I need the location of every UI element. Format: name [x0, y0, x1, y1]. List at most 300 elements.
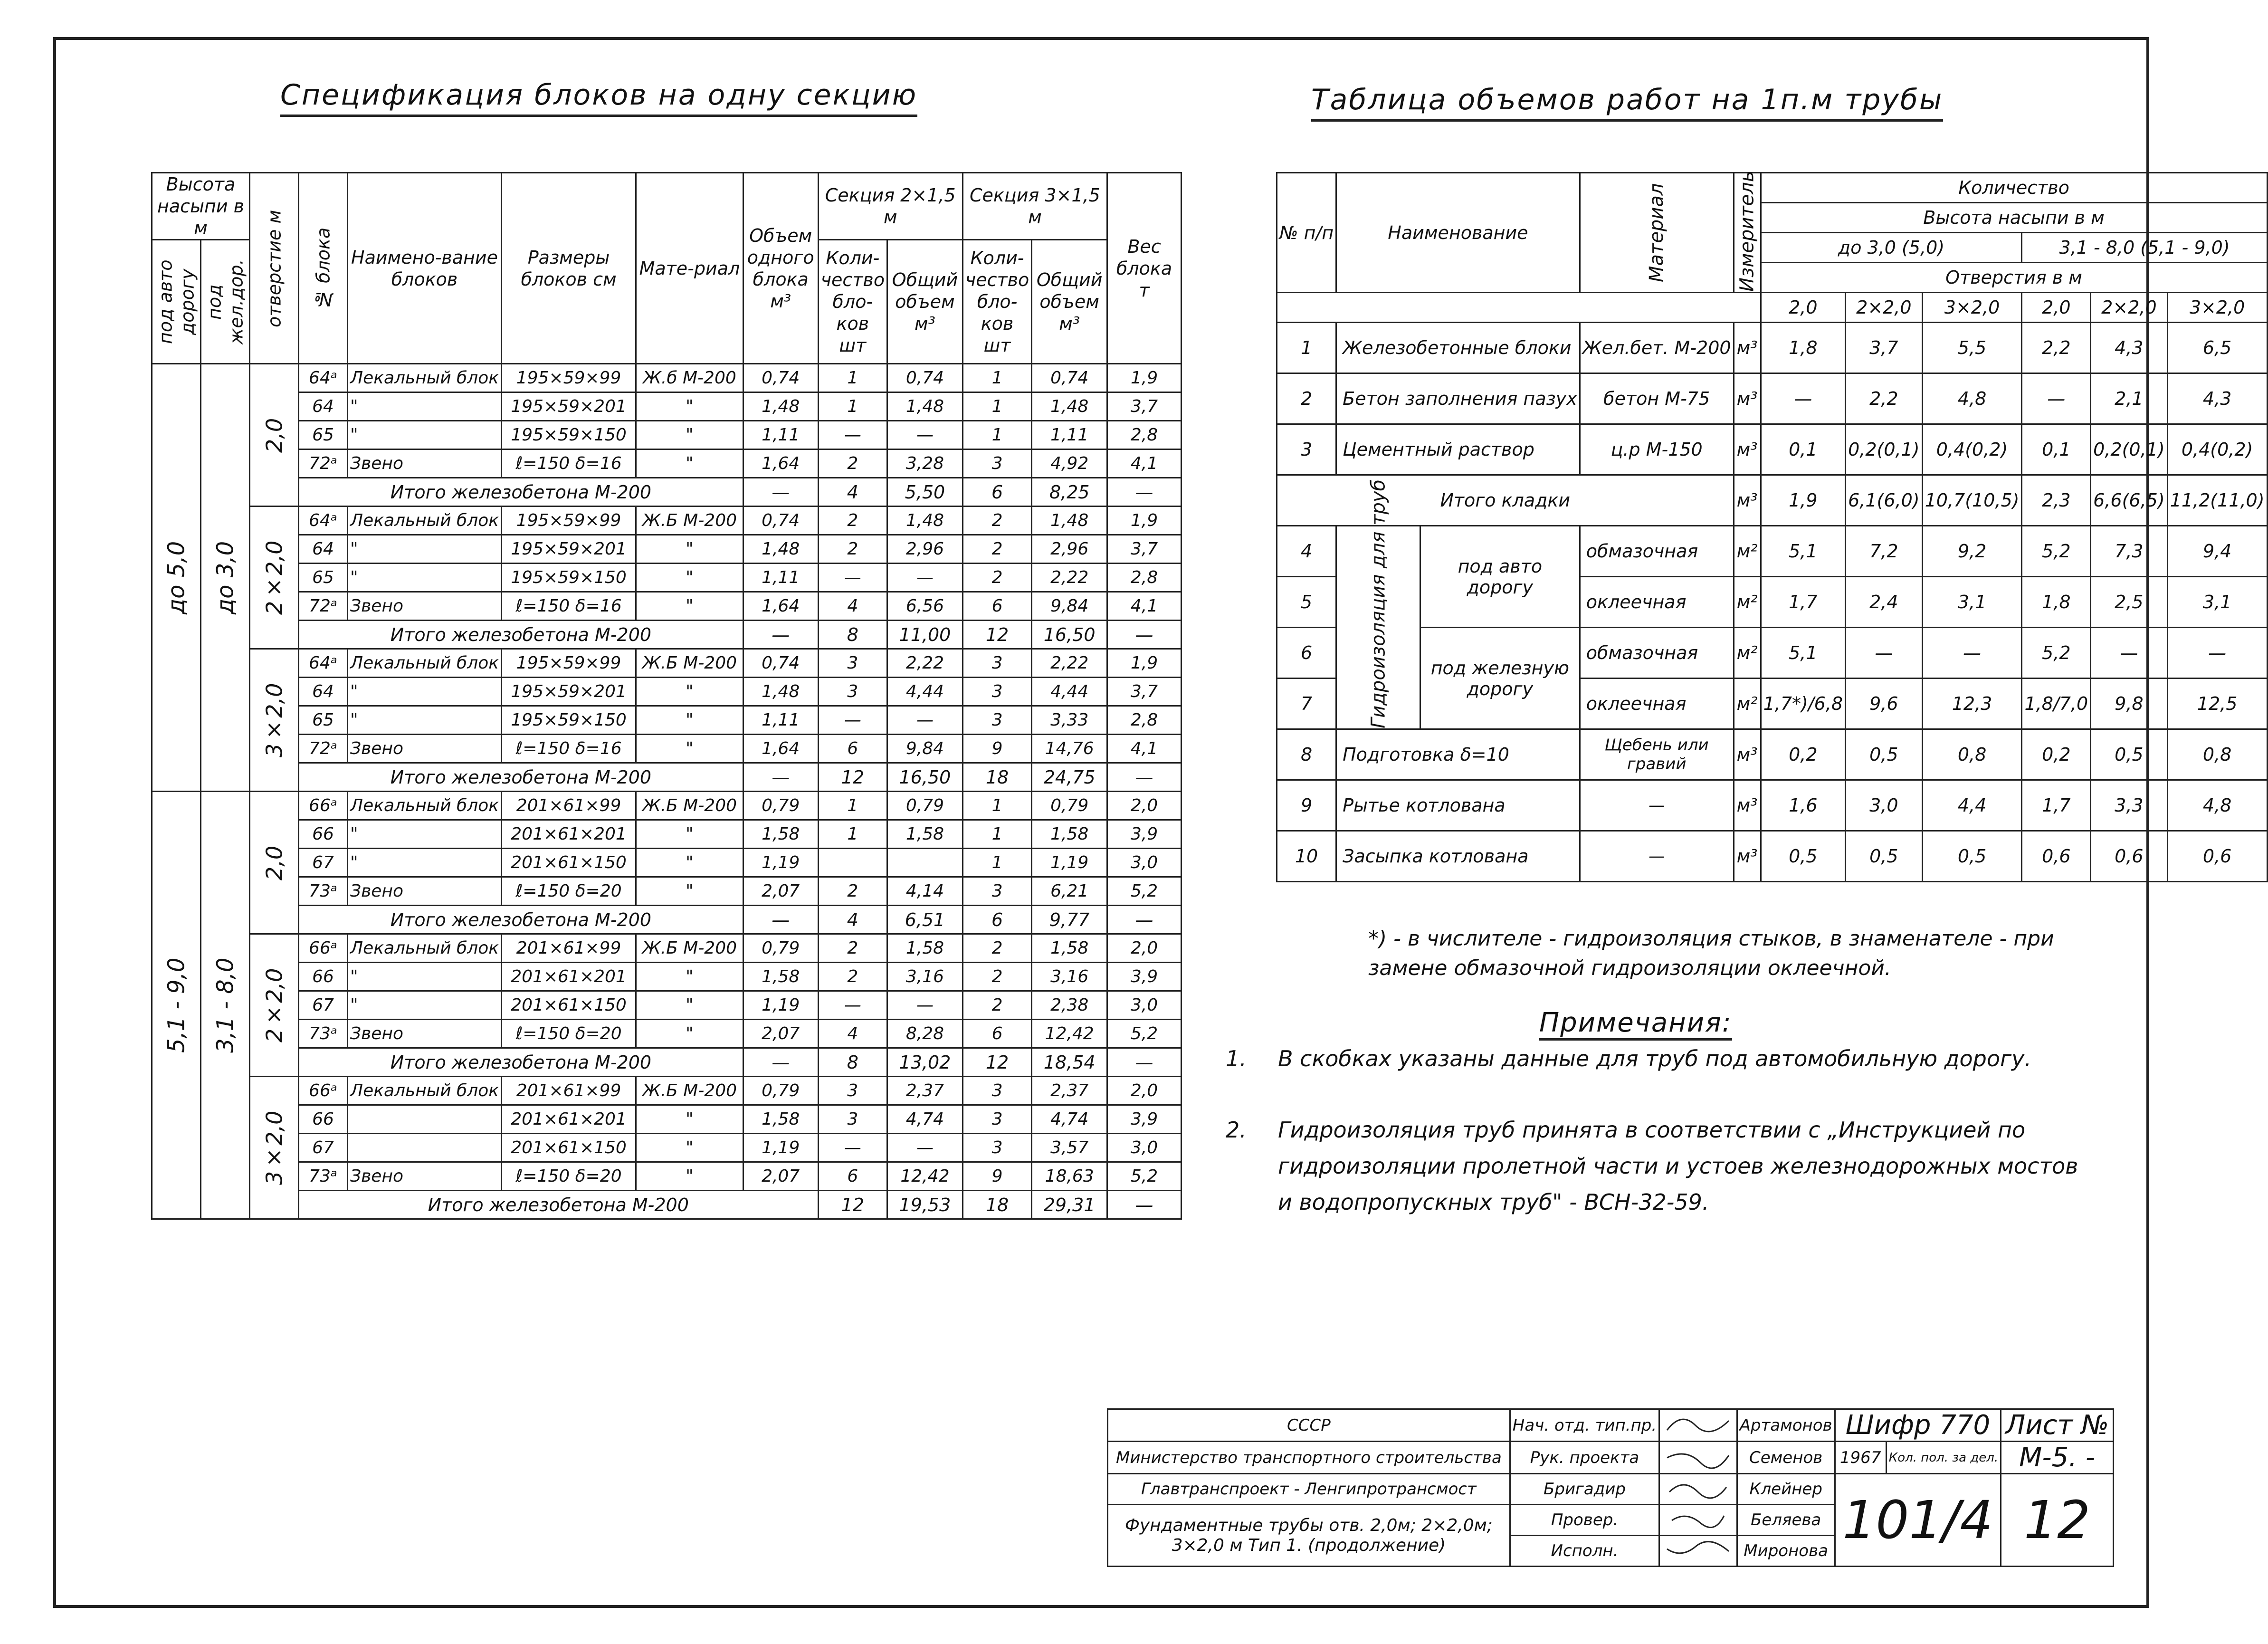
value: 0,1: [1761, 424, 1846, 475]
total-value: 6,51: [887, 906, 963, 934]
row-name: Бетон заполнения пазух: [1336, 373, 1580, 424]
total-3: 1,58: [1032, 934, 1107, 963]
value: 0,2: [1761, 729, 1846, 780]
spec-header-row: [152, 173, 1182, 240]
value: 1,8: [1761, 323, 1846, 373]
value: 7,2: [1846, 526, 1923, 577]
block-sizes: 201×61×150: [502, 849, 636, 877]
spec-total-row: [152, 621, 1182, 649]
total-value: 9,77: [1032, 906, 1107, 934]
block-no: 72ᵃ: [299, 592, 348, 621]
height-rail: 3,1 - 8,0: [201, 792, 250, 1219]
total-value: 8: [818, 621, 887, 649]
count-2: 2: [818, 507, 887, 535]
material: ": [636, 820, 743, 849]
total-3: 14,76: [1032, 735, 1107, 763]
block-no: 73ᵃ: [299, 1162, 348, 1191]
height-rail: до 3,0: [201, 364, 250, 792]
vol-row: [1277, 831, 2268, 882]
material: ": [636, 1105, 743, 1134]
value: 4,8: [1922, 373, 2022, 424]
volume-one: 1,19: [743, 991, 818, 1020]
opening: 2,0: [250, 792, 299, 934]
vol-waterproof-row: [1277, 526, 2268, 577]
count-3: 1: [962, 792, 1032, 820]
total-3: 4,74: [1032, 1105, 1107, 1134]
material: ": [636, 421, 743, 449]
total-3: 3,33: [1032, 706, 1107, 735]
tb-signature-2: [1659, 1474, 1737, 1505]
volume-one: 1,11: [743, 421, 818, 449]
total-value: —: [1107, 763, 1182, 792]
header-material: Мате-риал: [636, 173, 743, 364]
total-3: 2,22: [1032, 564, 1107, 592]
weight: 3,0: [1107, 991, 1182, 1020]
value: 0,5: [1846, 729, 1923, 780]
opening: 2×2,0: [250, 507, 299, 649]
volume-one: 1,58: [743, 820, 818, 849]
count-2: [818, 849, 887, 877]
total-value: 13,02: [887, 1048, 963, 1077]
row-type: обмазочная: [1580, 526, 1734, 577]
count-3: 2: [962, 507, 1032, 535]
height-road: 5,1 - 9,0: [152, 792, 201, 1219]
header-col: 3×2,0: [2167, 293, 2267, 323]
weight: 1,9: [1107, 649, 1182, 678]
total-2: 12,42: [887, 1162, 963, 1191]
block-name: Лекальный блок: [348, 364, 502, 392]
weight: 1,9: [1107, 364, 1182, 392]
value: 4,3: [2091, 323, 2168, 373]
opening: 2,0: [250, 364, 299, 507]
row-name: Подготовка δ=10: [1336, 729, 1580, 780]
row-name: Засыпка котлована: [1336, 831, 1580, 882]
total-label: Итого кладки: [1277, 475, 1734, 526]
block-name: ": [348, 963, 502, 991]
volume-one: 0,79: [743, 934, 818, 963]
block-no: 72ᵃ: [299, 735, 348, 763]
block-sizes: ℓ=150 δ=20: [502, 877, 636, 906]
total-2: —: [887, 564, 963, 592]
block-name: ": [348, 849, 502, 877]
block-no: 73ᵃ: [299, 877, 348, 906]
value: 1,9: [1761, 475, 1846, 526]
total-2: 9,84: [887, 735, 963, 763]
total-2: 3,16: [887, 963, 963, 991]
value: 0,5: [1922, 831, 2022, 882]
weight: 5,2: [1107, 877, 1182, 906]
block-name: Звено: [348, 1162, 502, 1191]
total-2: [887, 849, 963, 877]
material: ": [636, 991, 743, 1020]
header-weight: Вес блока т: [1107, 173, 1182, 364]
spec-row: [152, 1020, 1182, 1048]
total-value: 12: [962, 621, 1032, 649]
block-no: 66: [299, 820, 348, 849]
block-sizes: 201×61×150: [502, 1134, 636, 1162]
block-no: 64ᵃ: [299, 649, 348, 678]
total-3: 9,84: [1032, 592, 1107, 621]
count-2: —: [818, 564, 887, 592]
total-3: 1,48: [1032, 507, 1107, 535]
total-2: 0,79: [887, 792, 963, 820]
tb-name-3: Беляева: [1737, 1505, 1835, 1536]
block-no: 65: [299, 421, 348, 449]
signature-icon: [1662, 1475, 1734, 1499]
value: 0,6: [2167, 831, 2267, 882]
value: 12,3: [1922, 679, 2022, 729]
value: 0,2: [2022, 729, 2091, 780]
block-no: 64: [299, 535, 348, 564]
count-2: —: [818, 991, 887, 1020]
value: 6,5: [2167, 323, 2267, 373]
total-value: —: [743, 621, 818, 649]
total-3: 3,16: [1032, 963, 1107, 991]
value: 12,5: [2167, 679, 2267, 729]
volume-one: 0,74: [743, 364, 818, 392]
total-2: 1,48: [887, 507, 963, 535]
spec-row: [152, 820, 1182, 849]
block-no: 66ᵃ: [299, 1077, 348, 1105]
value: 2,4: [1846, 577, 1923, 628]
block-name: Звено: [348, 1020, 502, 1048]
vol-header-row: [1277, 293, 2268, 323]
block-name: ": [348, 392, 502, 421]
value: 1,6: [1761, 780, 1846, 831]
total-value: —: [743, 906, 818, 934]
blank: [1277, 293, 1761, 323]
count-3: 2: [962, 963, 1032, 991]
block-name: [348, 1105, 502, 1134]
row-unit: м³: [1734, 831, 1761, 882]
block-name: ": [348, 706, 502, 735]
tb-role-4: Исполн.: [1510, 1536, 1659, 1567]
total-label: Итого железобетона М-200: [299, 763, 743, 792]
tb-role-3: Провер.: [1510, 1505, 1659, 1536]
value: 2,3: [2022, 475, 2091, 526]
header-opening: отверстие м: [250, 173, 299, 364]
material: ": [636, 963, 743, 991]
header-col: 2,0: [1761, 293, 1846, 323]
count-2: 2: [818, 963, 887, 991]
total-2: —: [887, 1134, 963, 1162]
spec-row: [152, 934, 1182, 963]
count-3: 9: [962, 735, 1032, 763]
value: 5,2: [2022, 526, 2091, 577]
total-2: 2,22: [887, 649, 963, 678]
block-name: Звено: [348, 735, 502, 763]
block-name: ": [348, 535, 502, 564]
value: 10,7(10,5): [1922, 475, 2022, 526]
count-2: 1: [818, 364, 887, 392]
count-2: 1: [818, 820, 887, 849]
material: ": [636, 449, 743, 478]
total-3: 2,96: [1032, 535, 1107, 564]
total-2: 2,37: [887, 1077, 963, 1105]
block-name: Лекальный блок: [348, 649, 502, 678]
signature-icon: [1662, 1506, 1734, 1530]
vol-row: [1277, 424, 2268, 475]
spec-row: [152, 507, 1182, 535]
block-sizes: ℓ=150 δ=20: [502, 1020, 636, 1048]
total-2: —: [887, 991, 963, 1020]
count-2: 1: [818, 392, 887, 421]
total-value: 4: [818, 906, 887, 934]
total-3: 12,42: [1032, 1020, 1107, 1048]
total-2: 1,58: [887, 820, 963, 849]
total-3: 4,92: [1032, 449, 1107, 478]
row-material: бетон М-75: [1580, 373, 1734, 424]
block-sizes: 201×61×201: [502, 1105, 636, 1134]
material: ": [636, 564, 743, 592]
volume-one: 1,64: [743, 735, 818, 763]
volume-one: 2,07: [743, 1162, 818, 1191]
material: ": [636, 1020, 743, 1048]
total-2: 0,74: [887, 364, 963, 392]
count-3: 3: [962, 1077, 1032, 1105]
block-no: 64ᵃ: [299, 364, 348, 392]
row-no: 6: [1277, 628, 1336, 679]
value: 4,8: [2167, 780, 2267, 831]
total-3: 1,48: [1032, 392, 1107, 421]
volume-one: 2,07: [743, 1020, 818, 1048]
spec-title: Спецификация блоков на одну секцию: [280, 78, 917, 112]
material: Ж.Б М-200: [636, 792, 743, 820]
tb-role-1: Рук. проекта: [1510, 1442, 1659, 1474]
count-2: 4: [818, 1020, 887, 1048]
rail-label: под железную дорогу: [1420, 628, 1580, 729]
count-2: 2: [818, 877, 887, 906]
total-label: Итого железобетона М-200: [299, 478, 743, 507]
value: 1,8: [2022, 577, 2091, 628]
value: —: [2091, 628, 2168, 679]
material: Ж.Б М-200: [636, 649, 743, 678]
total-value: 16,50: [1032, 621, 1107, 649]
tb-sheet-label: Лист №: [2001, 1409, 2114, 1442]
block-name: Лекальный блок: [348, 1077, 502, 1105]
row-name: Рытье котлована: [1336, 780, 1580, 831]
count-3: 9: [962, 1162, 1032, 1191]
row-unit: м³: [1734, 323, 1761, 373]
spec-row: [152, 735, 1182, 763]
block-no: 64: [299, 678, 348, 706]
total-value: 16,50: [887, 763, 963, 792]
spec-row: [152, 849, 1182, 877]
header-count-2: Коли-чество бло-ков шт: [818, 240, 887, 364]
block-name: ": [348, 991, 502, 1020]
tb-role-0: Нач. отд. тип.пр.: [1510, 1409, 1659, 1442]
tb-name-4: Миронова: [1737, 1536, 1835, 1567]
material: Ж.Б М-200: [636, 934, 743, 963]
row-type: оклеечная: [1580, 577, 1734, 628]
block-sizes: 195×59×201: [502, 392, 636, 421]
weight: 1,9: [1107, 507, 1182, 535]
count-3: 3: [962, 678, 1032, 706]
total-2: 4,44: [887, 678, 963, 706]
value: 2,5: [2091, 577, 2168, 628]
volume-one: 0,74: [743, 649, 818, 678]
total-value: 18: [962, 1191, 1032, 1219]
row-unit: м²: [1734, 679, 1761, 729]
row-no: 3: [1277, 424, 1336, 475]
value: 4,4: [1922, 780, 2022, 831]
total-2: 2,96: [887, 535, 963, 564]
total-value: —: [743, 763, 818, 792]
block-sizes: 195×59×150: [502, 706, 636, 735]
count-3: 3: [962, 877, 1032, 906]
row-unit: м²: [1734, 628, 1761, 679]
value: —: [1761, 373, 1846, 424]
value: —: [1846, 628, 1923, 679]
vol-row: [1277, 780, 2268, 831]
block-name: Звено: [348, 592, 502, 621]
block-no: 72ᵃ: [299, 449, 348, 478]
total-value: 8,25: [1032, 478, 1107, 507]
row-unit: м²: [1734, 526, 1761, 577]
count-2: —: [818, 706, 887, 735]
value: 0,1: [2022, 424, 2091, 475]
total-value: 6: [962, 478, 1032, 507]
value: 2,2: [1846, 373, 1923, 424]
header-name: Наимено-вание блоков: [348, 173, 502, 364]
volume-one: 1,58: [743, 963, 818, 991]
volume-one: 1,64: [743, 592, 818, 621]
waterproof-label: Гидроизоляция для труб: [1336, 526, 1420, 729]
spec-row: [152, 1134, 1182, 1162]
weight: 3,9: [1107, 820, 1182, 849]
total-2: 8,28: [887, 1020, 963, 1048]
signature-icon: [1662, 1411, 1734, 1435]
total-value: 5,50: [887, 478, 963, 507]
header-h1: до 3,0 (5,0): [1761, 233, 2022, 263]
value: 1,7*)/6,8: [1761, 679, 1846, 729]
spec-row: [152, 991, 1182, 1020]
volume-title: Таблица объемов работ на 1п.м трубы: [1311, 83, 1943, 116]
count-2: 4: [818, 592, 887, 621]
value: 9,4: [2167, 526, 2267, 577]
value: 3,1: [1922, 577, 2022, 628]
count-3: 6: [962, 1020, 1032, 1048]
weight: 2,0: [1107, 792, 1182, 820]
total-3: 18,63: [1032, 1162, 1107, 1191]
weight: 4,1: [1107, 735, 1182, 763]
row-unit: м³: [1734, 424, 1761, 475]
total-value: —: [1107, 1191, 1182, 1219]
vol-row: [1277, 729, 2268, 780]
value: 5,5: [1922, 323, 2022, 373]
block-sizes: 195×59×201: [502, 678, 636, 706]
value: 0,4(0,2): [2167, 424, 2267, 475]
tb-drawing: Фундаментные трубы отв. 2,0м; 2×2,0м; 3×2,0 м Тип 1. (продолжение): [1108, 1505, 1510, 1567]
tb-m-label: М-5. -: [2001, 1442, 2114, 1474]
count-2: —: [818, 1134, 887, 1162]
volume-one: 1,48: [743, 535, 818, 564]
value: 6,6(6,5): [2091, 475, 2168, 526]
total-label: Итого железобетона М-200: [299, 1048, 743, 1077]
weight: 5,2: [1107, 1020, 1182, 1048]
weight: 4,1: [1107, 592, 1182, 621]
material: ": [636, 1134, 743, 1162]
volume-one: 1,19: [743, 1134, 818, 1162]
total-3: 1,58: [1032, 820, 1107, 849]
material: ": [636, 735, 743, 763]
total-3: 1,11: [1032, 421, 1107, 449]
total-2: —: [887, 706, 963, 735]
material: ": [636, 392, 743, 421]
tb-ministry: Министерство транспортного строительства: [1108, 1442, 1510, 1474]
total-value: 12: [818, 1191, 887, 1219]
value: 2,2: [2022, 323, 2091, 373]
total-3: 0,74: [1032, 364, 1107, 392]
weight: 3,9: [1107, 963, 1182, 991]
count-2: —: [818, 421, 887, 449]
header-material: Материал: [1580, 173, 1734, 293]
count-3: 2: [962, 564, 1032, 592]
total-value: 12: [818, 763, 887, 792]
row-material: Щебень или гравий: [1580, 729, 1734, 780]
row-name: Железобетонные блоки: [1336, 323, 1580, 373]
total-value: —: [743, 1048, 818, 1077]
total-value: —: [1107, 1048, 1182, 1077]
value: 0,8: [1922, 729, 2022, 780]
weight: 3,0: [1107, 1134, 1182, 1162]
count-3: 1: [962, 849, 1032, 877]
value: 9,6: [1846, 679, 1923, 729]
vol-total-row: [1277, 475, 2268, 526]
row-material: —: [1580, 780, 1734, 831]
spec-row: [152, 1077, 1182, 1105]
header-count-3: Коли-чество бло-ков шт: [962, 240, 1032, 364]
value: 5,2: [2022, 628, 2091, 679]
value: 1,7: [1761, 577, 1846, 628]
count-3: 1: [962, 820, 1032, 849]
block-sizes: 195×59×99: [502, 649, 636, 678]
block-no: 65: [299, 706, 348, 735]
volume-one: 1,48: [743, 392, 818, 421]
row-unit: м²: [1734, 577, 1761, 628]
spec-row: [152, 364, 1182, 392]
header-total-3: Общий объем м³: [1032, 240, 1107, 364]
block-no: 67: [299, 1134, 348, 1162]
vol-row: [1277, 373, 2268, 424]
row-no: 1: [1277, 323, 1336, 373]
spec-row: [152, 1162, 1182, 1191]
spec-row: [152, 449, 1182, 478]
spec-row: [152, 877, 1182, 906]
block-sizes: 195×59×99: [502, 364, 636, 392]
total-3: 6,21: [1032, 877, 1107, 906]
block-sizes: ℓ=150 δ=16: [502, 592, 636, 621]
material: Ж.б М-200: [636, 364, 743, 392]
count-3: 3: [962, 706, 1032, 735]
vol-waterproof-row: [1277, 628, 2268, 679]
opening: 3×2,0: [250, 649, 299, 792]
block-sizes: ℓ=150 δ=20: [502, 1162, 636, 1191]
block-no: 67: [299, 991, 348, 1020]
row-unit: м³: [1734, 780, 1761, 831]
weight: 3,0: [1107, 849, 1182, 877]
count-3: 1: [962, 421, 1032, 449]
volume-one: 0,79: [743, 792, 818, 820]
total-2: 4,14: [887, 877, 963, 906]
block-name: ": [348, 421, 502, 449]
weight: 2,0: [1107, 1077, 1182, 1105]
count-3: 3: [962, 449, 1032, 478]
value: 2,1: [2091, 373, 2168, 424]
total-value: 8: [818, 1048, 887, 1077]
material: ": [636, 1162, 743, 1191]
spec-total-row: [152, 763, 1182, 792]
